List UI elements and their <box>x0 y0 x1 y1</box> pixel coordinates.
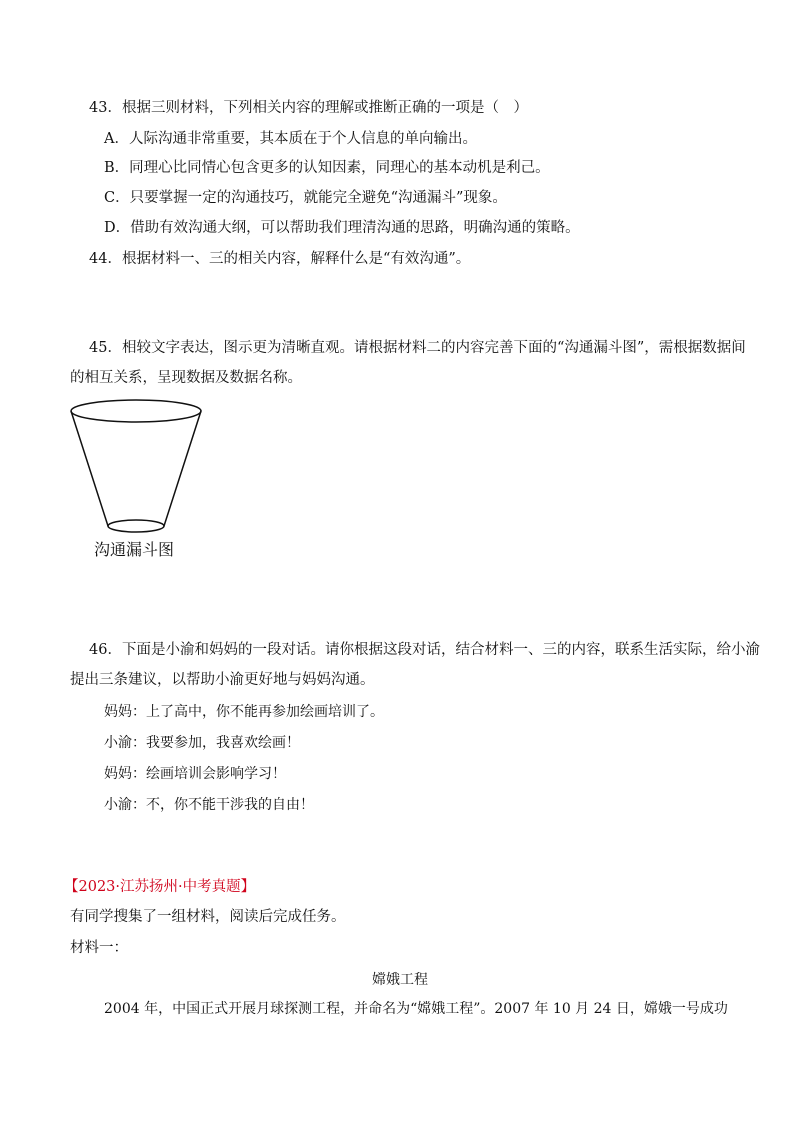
question-43-option-d: D．借助有效沟通大纲，可以帮助我们理清沟通的思路，明确沟通的策略。 <box>104 220 580 236</box>
question-43-option-c: C．只要掌握一定的沟通技巧，就能完全避免“沟通漏斗”现象。 <box>104 190 507 206</box>
question-44-stem: 44．根据材料一、三的相关内容，解释什么是“有效沟通”。 <box>89 251 471 267</box>
material-text: 2004 年，中国正式开展月球探测工程，并命名为“嫦娥工程”。2007 年 10 月 24 日，嫦娥一号成功 <box>104 1001 728 1017</box>
source-tag: 【2023·江苏扬州·中考真题】 <box>64 879 256 895</box>
funnel-left-side <box>71 411 108 526</box>
question-43-option-a: A．人际沟通非常重要，其本质在于个人信息的单向输出。 <box>104 131 477 147</box>
question-45-line-1: 45．相较文字表达，图示更为清晰直观。请根据材料二的内容完善下面的“沟通漏斗图”，需根据数据间 <box>89 340 746 356</box>
question-46-line-1: 46．下面是小渝和妈妈的一段对话。请你根据这段对话，结合材料一、三的内容，联系生活实际，给小渝 <box>89 642 760 658</box>
dialogue-line: 小渝：不，你不能干涉我的自由！ <box>104 797 314 813</box>
question-45-line-2: 的相互关系，呈现数据及数据名称。 <box>70 370 302 386</box>
funnel-right-side <box>164 411 201 526</box>
question-43-stem: 43．根据三则材料，下列相关内容的理解或推断正确的一项是（ ） <box>89 100 528 116</box>
material-title: 嫦娥工程 <box>372 972 428 988</box>
material-label: 材料一： <box>70 940 128 956</box>
section-intro: 有同学搜集了一组材料，阅读后完成任务。 <box>70 909 346 925</box>
question-43-option-b: B．同理心比同情心包含更多的认知因素，同理心的基本动机是利己。 <box>104 160 550 176</box>
question-46-line-2: 提出三条建议，以帮助小渝更好地与妈妈沟通。 <box>70 672 375 688</box>
funnel-top-rim <box>71 400 201 422</box>
dialogue-line: 小渝：我要参加，我喜欢绘画！ <box>104 735 300 751</box>
funnel-figure <box>68 398 208 538</box>
funnel-caption: 沟通漏斗图 <box>94 540 175 559</box>
dialogue-line: 妈妈：绘画培训会影响学习！ <box>104 766 286 782</box>
funnel-bottom-rim <box>108 520 164 532</box>
dialogue-line: 妈妈：上了高中，你不能再参加绘画培训了。 <box>104 704 384 720</box>
